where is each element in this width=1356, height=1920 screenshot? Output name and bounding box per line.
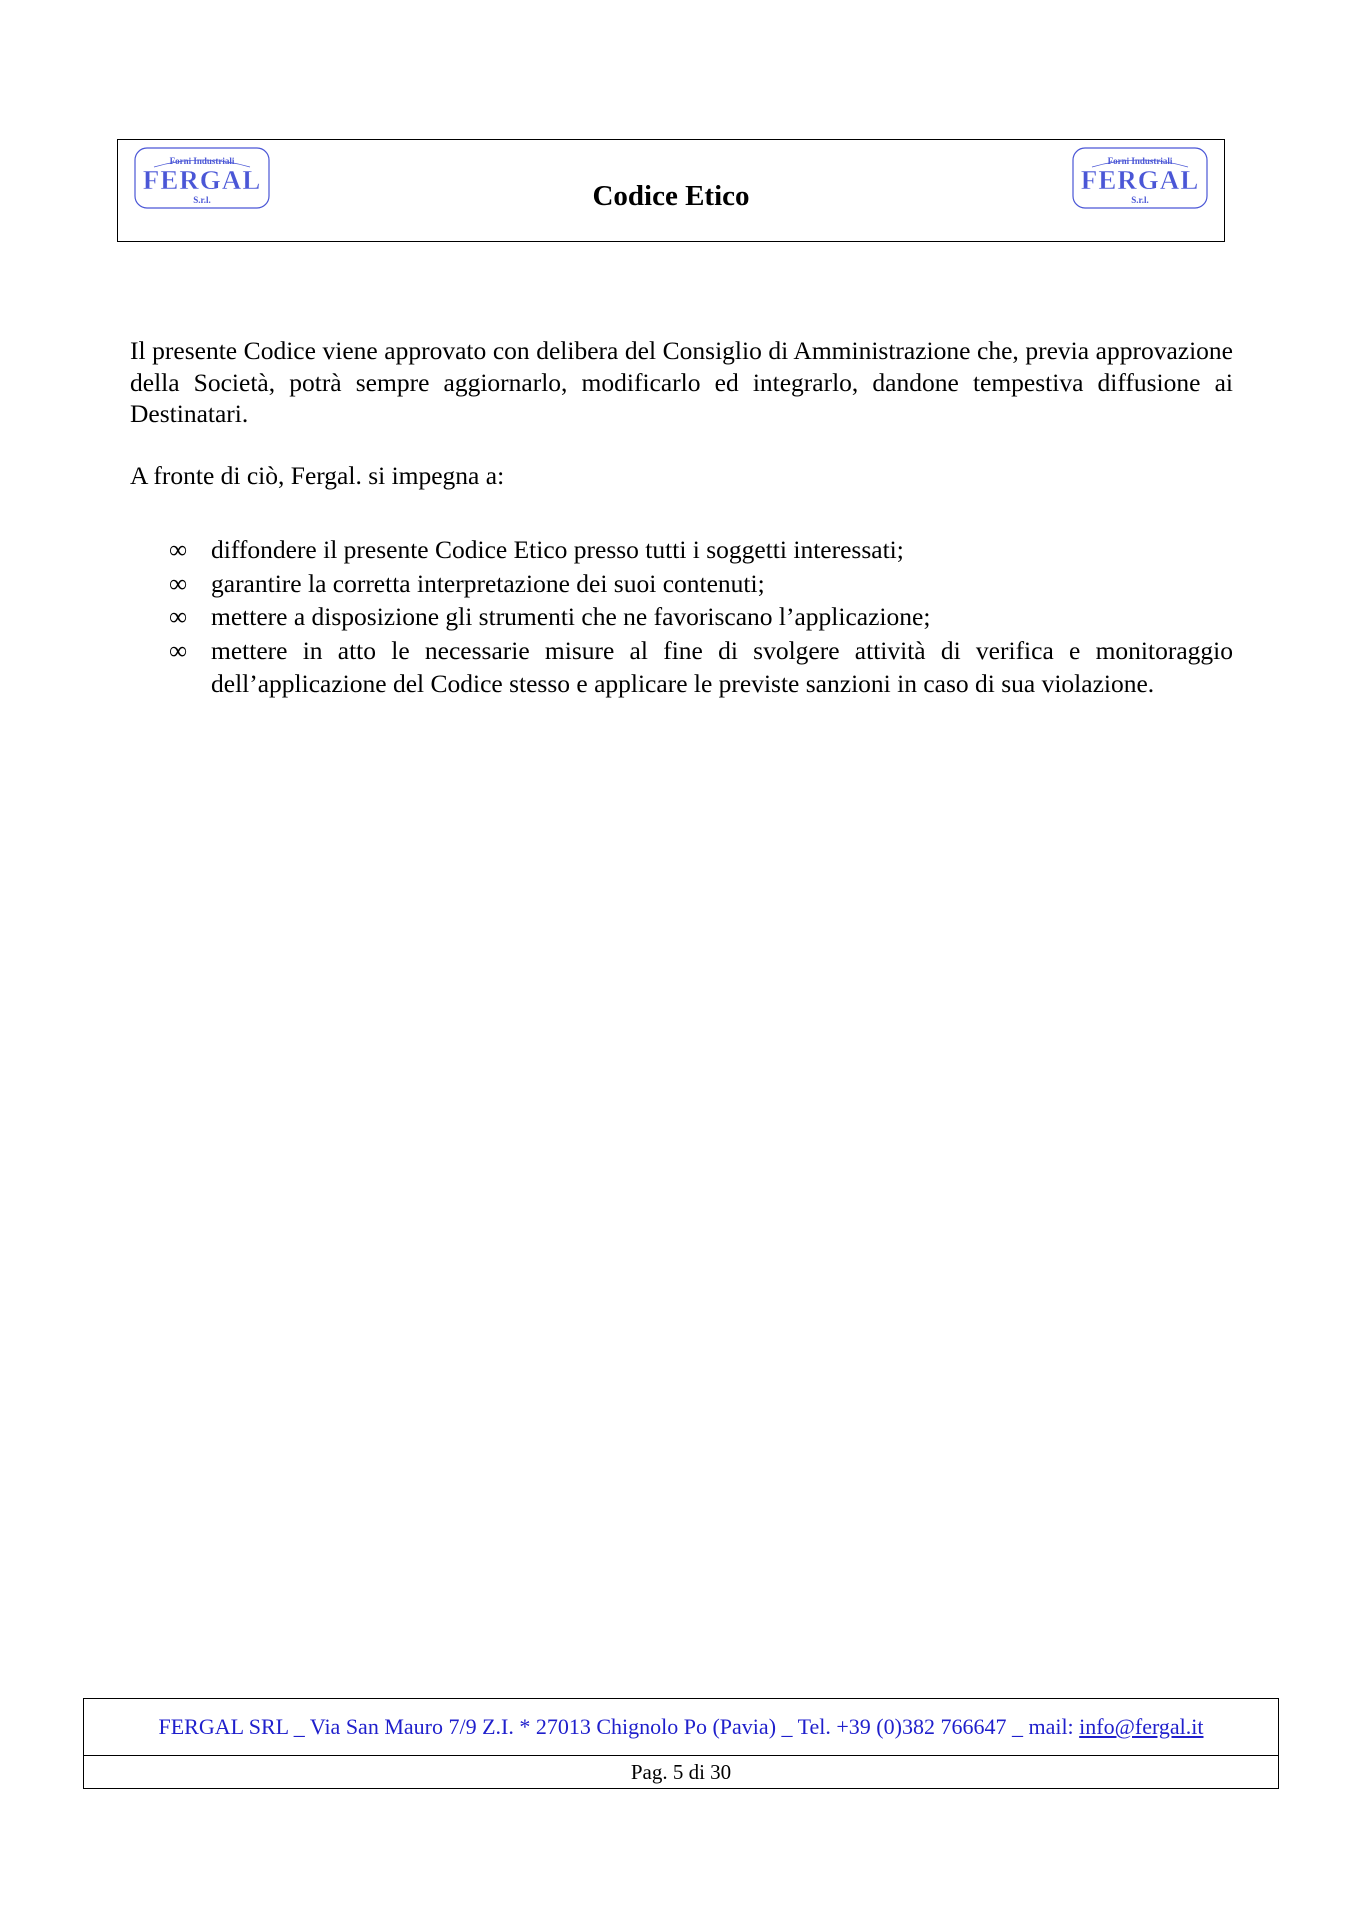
svg-text:FERGAL: FERGAL <box>1080 165 1200 195</box>
list-item-text: garantire la corretta interpretazione dei suoi contenuti; <box>211 568 765 598</box>
fergal-logo-right <box>1072 147 1208 209</box>
footer-contact <box>84 1699 1278 1756</box>
commitment-intro: A fronte di ciò, Fergal. si impegna a: <box>130 461 505 490</box>
svg-text:FERGAL: FERGAL <box>142 165 262 195</box>
list-item-text: mettere in atto le necessarie misure al fine di svolgere attività di verifica e monitoraggio dell’applicazione del Codice stesso e applicare le previste sanzioni in caso di sua violazione. <box>211 635 1233 698</box>
svg-text:Forni Industriali: Forni Industriali <box>1107 156 1173 166</box>
page-number: Pag. 5 di 30 <box>630 1760 732 1784</box>
list-item <box>130 634 1233 701</box>
infinity-bullet-icon: ∞ <box>169 535 188 564</box>
list-item-text: mettere a disposizione gli strumenti che ne favoriscano l’applicazione; <box>211 602 931 631</box>
document-title: Codice Etico <box>592 180 750 212</box>
infinity-bullet-icon: ∞ <box>169 602 188 631</box>
infinity-bullet-icon: ∞ <box>169 635 188 665</box>
list-item <box>130 567 1233 601</box>
approval-paragraph: Il presente Codice viene approvato con delibera del Consiglio di Amministrazione che, previa approvazione della Società, potrà sempre aggiornarlo, modificarlo ed integrarlo, dandone tempestiva diffusione ai Destinatari. <box>130 336 1233 428</box>
infinity-bullet-icon: ∞ <box>169 568 188 598</box>
svg-text:Forni Industriali: Forni Industriali <box>169 156 235 166</box>
page-footer <box>83 1698 1279 1789</box>
footer-address: FERGAL SRL _ Via San Mauro 7/9 Z.I. * 27013 Chignolo Po (Pavia) _ Tel. +39 (0)382 766647 _ mail: <box>158 1714 1080 1739</box>
svg-text:S.r.l.: S.r.l. <box>193 195 211 205</box>
commitment-list <box>130 533 1233 701</box>
email-link[interactable]: info@fergal.it <box>1079 1714 1204 1739</box>
svg-text:S.r.l.: S.r.l. <box>1131 195 1149 205</box>
list-item <box>130 533 1233 567</box>
page-header <box>117 139 1225 242</box>
list-item <box>130 600 1233 634</box>
list-item-text: diffondere il presente Codice Etico presso tutti i soggetti interessati; <box>211 535 904 564</box>
